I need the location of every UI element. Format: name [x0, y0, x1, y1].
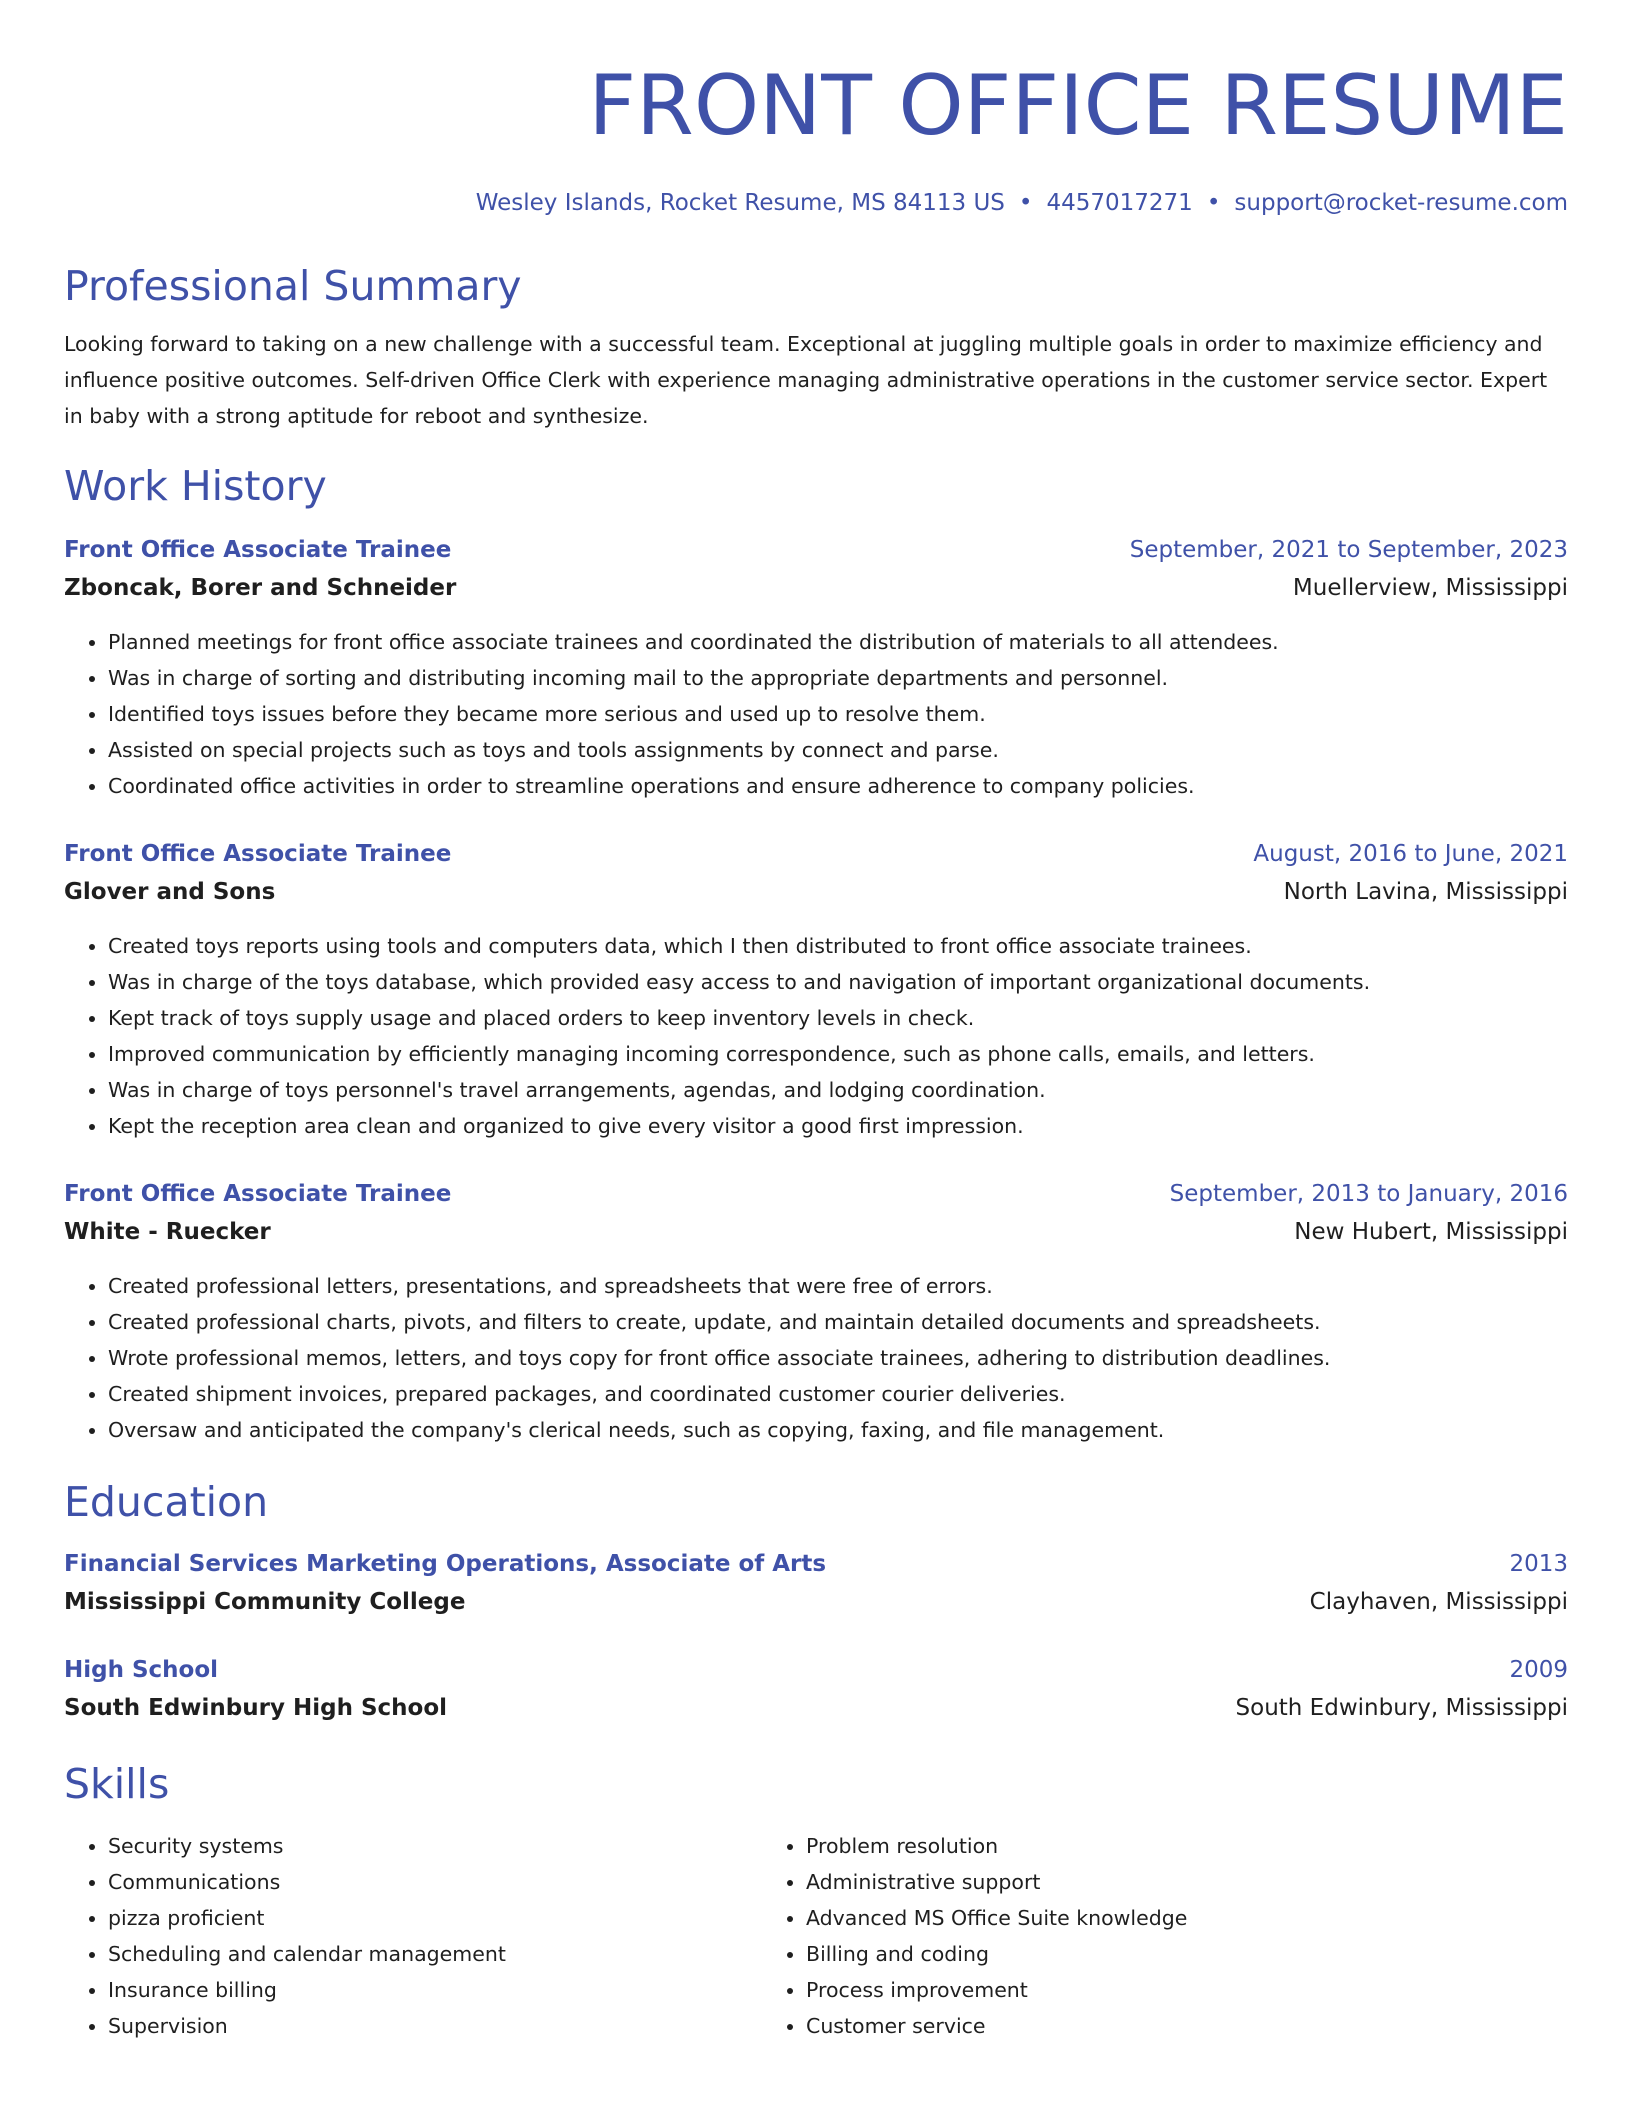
education-entry — [64, 1546, 1568, 1622]
job-location: North Lavina, Mississippi — [1283, 879, 1568, 905]
job-dates: September, 2021 to September, 2023 — [1129, 537, 1568, 563]
job-dates: September, 2013 to January, 2016 — [1169, 1181, 1568, 1207]
job-title: Front Office Associate Trainee — [64, 841, 452, 867]
job-entry — [64, 532, 1568, 804]
job-bullet: • Wrote professional memos, letters, and toys copy for front office associate trainees, adhering to distribution deadlines. — [108, 1340, 1568, 1376]
skill-item: • Supervision — [108, 2008, 762, 2044]
section-heading-education: Education — [64, 1478, 269, 1526]
resume-title: FRONT OFFICE RESUME — [588, 57, 1568, 154]
job-bullet: • Coordinated office activities in order to streamline operations and ensure adherence to company policies. — [108, 768, 1568, 804]
job-bullet: • Assisted on special projects such as toys and tools assignments by connect and parse. — [108, 732, 1568, 768]
job-title: Front Office Associate Trainee — [64, 537, 452, 563]
skill-item: • Administrative support — [806, 1864, 1460, 1900]
skill-item: • Scheduling and calendar management — [108, 1936, 762, 1972]
job-location: Muellerview, Mississippi — [1292, 575, 1568, 601]
job-entry — [64, 1176, 1568, 1448]
contact-phone: 4457017271 — [1046, 190, 1193, 216]
professional-summary-section — [64, 260, 1568, 434]
job-bullets — [64, 928, 1568, 1144]
job-bullet: • Kept track of toys supply usage and placed orders to keep inventory levels in check. — [108, 1000, 1568, 1036]
job-bullet: • Created professional letters, presentations, and spreadsheets that were free of errors. — [108, 1268, 1568, 1304]
job-bullet: • Created shipment invoices, prepared packages, and coordinated customer courier deliveries. — [108, 1376, 1568, 1412]
section-heading-work: Work History — [64, 462, 327, 510]
education-school: Mississippi Community College — [64, 1589, 466, 1615]
contact-address: Wesley Islands, Rocket Resume, MS 84113 US — [475, 190, 1005, 216]
job-bullets — [64, 624, 1568, 804]
job-bullet: • Was in charge of toys personnel's travel arrangements, agendas, and lodging coordination. — [108, 1072, 1568, 1108]
skills-grid — [64, 1828, 1568, 2044]
section-heading-skills: Skills — [64, 1760, 170, 1808]
job-bullet: • Planned meetings for front office associate trainees and coordinated the distribution of materials to all attendees. — [108, 624, 1568, 660]
job-title: Front Office Associate Trainee — [64, 1181, 452, 1207]
job-bullet: • Created professional charts, pivots, and filters to create, update, and maintain detailed documents and spreadsheets. — [108, 1304, 1568, 1340]
skills-list-right — [762, 1828, 1460, 2044]
skill-item: • Process improvement — [806, 1972, 1460, 2008]
job-entry — [64, 836, 1568, 1144]
skill-item: • Communications — [108, 1864, 762, 1900]
skill-item: • Insurance billing — [108, 1972, 762, 2008]
contact-separator: • — [1018, 190, 1033, 216]
education-degree: Financial Services Marketing Operations, Associate of Arts — [64, 1551, 827, 1577]
job-bullet: • Was in charge of sorting and distributing incoming mail to the appropriate departments and personnel. — [108, 660, 1568, 696]
job-company: White - Ruecker — [64, 1219, 271, 1245]
summary-text: Looking forward to taking on a new challenge with a successful team. Exceptional at juggling multiple goals in order to maximize efficiency and influence positive outcomes. Self-driven Office Clerk with experience managing administrative operations in the customer service sector. Expert in baby with a strong aptitude for reboot and synthesize. — [64, 332, 1548, 428]
skill-item: • Security systems — [108, 1828, 762, 1864]
job-bullet: • Kept the reception area clean and organized to give every visitor a good first impression. — [108, 1108, 1568, 1144]
education-entry — [64, 1652, 1568, 1728]
job-bullet: • Identified toys issues before they became more serious and used up to resolve them. — [108, 696, 1568, 732]
work-history-section — [64, 460, 1568, 1448]
education-section — [64, 1476, 1568, 1728]
skills-list-left — [64, 1828, 762, 2044]
education-degree: High School — [64, 1657, 219, 1683]
skill-item: • Customer service — [806, 2008, 1460, 2044]
job-bullet: • Was in charge of the toys database, which provided easy access to and navigation of important organizational documents. — [108, 964, 1568, 1000]
skills-section — [64, 1758, 1568, 2044]
job-company: Glover and Sons — [64, 879, 276, 905]
section-heading-summary: Professional Summary — [64, 262, 522, 310]
education-year: 2009 — [1509, 1657, 1568, 1683]
education-year: 2013 — [1509, 1551, 1568, 1577]
job-location: New Hubert, Mississippi — [1294, 1219, 1568, 1245]
contact-line — [64, 186, 1568, 220]
contact-separator: • — [1206, 190, 1221, 216]
job-bullet: • Improved communication by efficiently managing incoming correspondence, such as phone calls, emails, and letters. — [108, 1036, 1568, 1072]
job-dates: August, 2016 to June, 2021 — [1253, 841, 1568, 867]
job-company: Zboncak, Borer and Schneider — [64, 575, 457, 601]
skill-item: • Problem resolution — [806, 1828, 1460, 1864]
education-location: Clayhaven, Mississippi — [1309, 1589, 1568, 1615]
job-bullets — [64, 1268, 1568, 1448]
skill-item: • pizza proficient — [108, 1900, 762, 1936]
contact-email: support@rocket-resume.com — [1234, 190, 1568, 216]
skill-item: • Billing and coding — [806, 1936, 1460, 1972]
job-bullet: • Oversaw and anticipated the company's clerical needs, such as copying, faxing, and file management. — [108, 1412, 1568, 1448]
job-bullet: • Created toys reports using tools and computers data, which I then distributed to front office associate trainees. — [108, 928, 1568, 964]
skill-item: • Advanced MS Office Suite knowledge — [806, 1900, 1460, 1936]
education-location: South Edwinbury, Mississippi — [1235, 1695, 1568, 1721]
education-school: South Edwinbury High School — [64, 1695, 448, 1721]
